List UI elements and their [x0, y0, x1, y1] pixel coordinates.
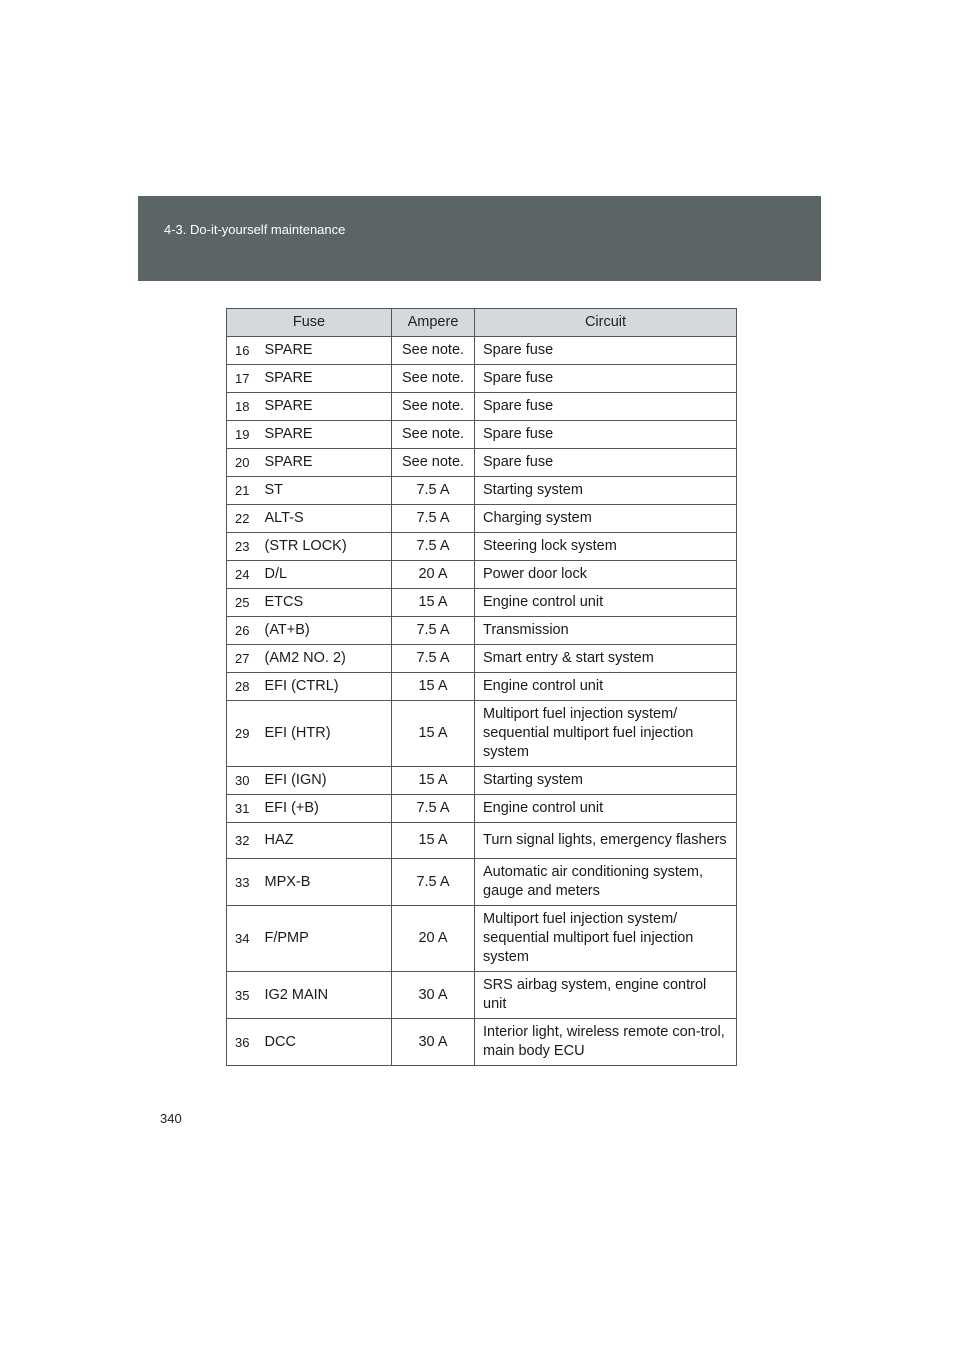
- ampere-cell: 20 A: [392, 906, 475, 972]
- table-row: [227, 477, 737, 505]
- fuse-name-cell: DCC: [261, 1019, 392, 1066]
- ampere-cell: 7.5 A: [392, 617, 475, 645]
- ampere-cell: 15 A: [392, 767, 475, 795]
- page-number: 340: [160, 1111, 182, 1126]
- circuit-cell: Power door lock: [475, 561, 737, 589]
- table-row: [227, 701, 737, 767]
- circuit-cell: Turn signal lights, emergency flashers: [475, 823, 737, 859]
- fuse-number-cell: 19: [227, 421, 261, 449]
- table-row: [227, 505, 737, 533]
- fuse-name-cell: D/L: [261, 561, 392, 589]
- ampere-cell: 7.5 A: [392, 645, 475, 673]
- circuit-cell: Transmission: [475, 617, 737, 645]
- fuse-name-cell: (STR LOCK): [261, 533, 392, 561]
- circuit-cell: Engine control unit: [475, 795, 737, 823]
- table-row: [227, 617, 737, 645]
- column-header-ampere: Ampere: [392, 309, 475, 337]
- ampere-cell: 20 A: [392, 561, 475, 589]
- table-row: [227, 859, 737, 906]
- fuse-number-cell: 33: [227, 859, 261, 906]
- table-row: [227, 365, 737, 393]
- table-row: [227, 393, 737, 421]
- table-row: [227, 533, 737, 561]
- ampere-cell: See note.: [392, 365, 475, 393]
- ampere-cell: 15 A: [392, 673, 475, 701]
- ampere-cell: See note.: [392, 393, 475, 421]
- fuse-number-cell: 31: [227, 795, 261, 823]
- fuse-number-cell: 18: [227, 393, 261, 421]
- table-row: [227, 795, 737, 823]
- fuse-name-cell: (AM2 NO. 2): [261, 645, 392, 673]
- fuse-name-cell: SPARE: [261, 365, 392, 393]
- fuse-name-cell: IG2 MAIN: [261, 972, 392, 1019]
- fuse-name-cell: (AT+B): [261, 617, 392, 645]
- fuse-number-cell: 20: [227, 449, 261, 477]
- circuit-cell: Smart entry & start system: [475, 645, 737, 673]
- ampere-cell: 15 A: [392, 701, 475, 767]
- fuse-number-cell: 25: [227, 589, 261, 617]
- fuse-number-cell: 23: [227, 533, 261, 561]
- fuse-name-cell: ETCS: [261, 589, 392, 617]
- fuse-name-cell: EFI (IGN): [261, 767, 392, 795]
- circuit-cell: Multiport fuel injection system/ sequential multiport fuel injection system: [475, 906, 737, 972]
- section-title: 4-3. Do-it-yourself maintenance: [164, 222, 346, 237]
- table-row: [227, 673, 737, 701]
- ampere-cell: See note.: [392, 421, 475, 449]
- ampere-cell: 7.5 A: [392, 477, 475, 505]
- fuse-number-cell: 27: [227, 645, 261, 673]
- circuit-cell: Charging system: [475, 505, 737, 533]
- fuse-number-cell: 22: [227, 505, 261, 533]
- table-row: [227, 337, 737, 365]
- circuit-cell: Multiport fuel injection system/ sequential multiport fuel injection system: [475, 701, 737, 767]
- fuse-number-cell: 29: [227, 701, 261, 767]
- circuit-cell: Interior light, wireless remote con-trol, main body ECU: [475, 1019, 737, 1066]
- fuse-number-cell: 30: [227, 767, 261, 795]
- fuse-number-cell: 16: [227, 337, 261, 365]
- ampere-cell: 7.5 A: [392, 505, 475, 533]
- table-row: [227, 906, 737, 972]
- fuse-name-cell: HAZ: [261, 823, 392, 859]
- fuse-name-cell: SPARE: [261, 393, 392, 421]
- table-row: [227, 449, 737, 477]
- circuit-cell: Spare fuse: [475, 393, 737, 421]
- ampere-cell: See note.: [392, 449, 475, 477]
- circuit-cell: Starting system: [475, 767, 737, 795]
- fuse-name-cell: SPARE: [261, 449, 392, 477]
- fuse-number-cell: 34: [227, 906, 261, 972]
- fuse-table: [226, 308, 737, 1066]
- circuit-cell: Spare fuse: [475, 449, 737, 477]
- circuit-cell: Steering lock system: [475, 533, 737, 561]
- circuit-cell: Spare fuse: [475, 337, 737, 365]
- fuse-name-cell: MPX-B: [261, 859, 392, 906]
- ampere-cell: 7.5 A: [392, 859, 475, 906]
- fuse-number-cell: 17: [227, 365, 261, 393]
- ampere-cell: 30 A: [392, 972, 475, 1019]
- column-header-fuse: Fuse: [227, 309, 392, 337]
- table-row: [227, 645, 737, 673]
- circuit-cell: Engine control unit: [475, 673, 737, 701]
- table-row: [227, 823, 737, 859]
- fuse-name-cell: SPARE: [261, 337, 392, 365]
- fuse-number-cell: 28: [227, 673, 261, 701]
- ampere-cell: 7.5 A: [392, 795, 475, 823]
- fuse-name-cell: ST: [261, 477, 392, 505]
- table-row: [227, 1019, 737, 1066]
- table-row: [227, 767, 737, 795]
- circuit-cell: Starting system: [475, 477, 737, 505]
- fuse-name-cell: F/PMP: [261, 906, 392, 972]
- fuse-name-cell: EFI (CTRL): [261, 673, 392, 701]
- fuse-number-cell: 36: [227, 1019, 261, 1066]
- table-row: [227, 972, 737, 1019]
- ampere-cell: 30 A: [392, 1019, 475, 1066]
- ampere-cell: 15 A: [392, 589, 475, 617]
- fuse-number-cell: 32: [227, 823, 261, 859]
- fuse-name-cell: SPARE: [261, 421, 392, 449]
- fuse-number-cell: 35: [227, 972, 261, 1019]
- fuse-number-cell: 21: [227, 477, 261, 505]
- ampere-cell: 15 A: [392, 823, 475, 859]
- ampere-cell: 7.5 A: [392, 533, 475, 561]
- table-row: [227, 589, 737, 617]
- circuit-cell: Spare fuse: [475, 421, 737, 449]
- table-row: [227, 421, 737, 449]
- table-header-row: [227, 309, 737, 337]
- fuse-name-cell: EFI (HTR): [261, 701, 392, 767]
- fuse-name-cell: ALT-S: [261, 505, 392, 533]
- circuit-cell: Engine control unit: [475, 589, 737, 617]
- section-header-band: [138, 196, 821, 281]
- ampere-cell: See note.: [392, 337, 475, 365]
- circuit-cell: Automatic air conditioning system, gauge and meters: [475, 859, 737, 906]
- table-row: [227, 561, 737, 589]
- column-header-circuit: Circuit: [475, 309, 737, 337]
- fuse-number-cell: 24: [227, 561, 261, 589]
- circuit-cell: Spare fuse: [475, 365, 737, 393]
- fuse-number-cell: 26: [227, 617, 261, 645]
- circuit-cell: SRS airbag system, engine control unit: [475, 972, 737, 1019]
- fuse-name-cell: EFI (+B): [261, 795, 392, 823]
